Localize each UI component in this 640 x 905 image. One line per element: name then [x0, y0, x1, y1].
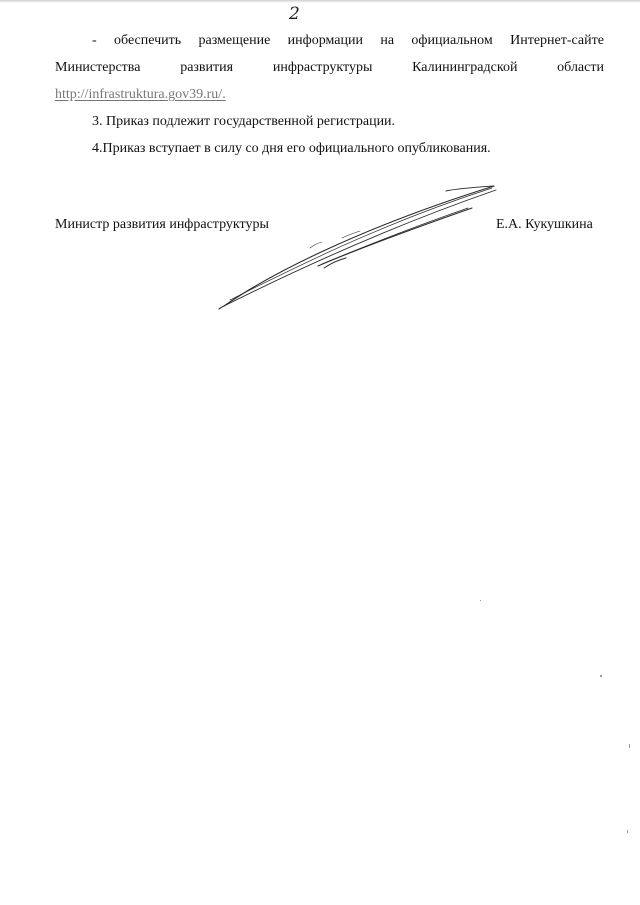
- word: обеспечить: [114, 33, 182, 48]
- website-link[interactable]: http://infrastruktura.gov39.ru/.: [55, 87, 226, 102]
- word: информации: [287, 33, 363, 48]
- item-4: 4.Приказ вступает в силу со дня его официального опубликования.: [92, 141, 491, 156]
- item-3: 3. Приказ подлежит государственной регистрации.: [92, 114, 396, 129]
- signer-title: Министр развития инфраструктуры: [55, 217, 269, 232]
- word: развития: [180, 60, 234, 75]
- word: на: [380, 33, 395, 48]
- word: размещение: [198, 33, 271, 48]
- word: инфраструктуры: [272, 60, 373, 75]
- word: Министерства: [55, 60, 141, 75]
- page-number: 2: [289, 4, 300, 24]
- signer-name: Е.А. Кукушкина: [496, 217, 593, 232]
- word: Калининградской: [412, 60, 518, 75]
- word: области: [557, 60, 604, 75]
- word: официальном: [411, 33, 493, 48]
- word: Интернет-сайте: [510, 33, 604, 48]
- word: -: [92, 33, 97, 48]
